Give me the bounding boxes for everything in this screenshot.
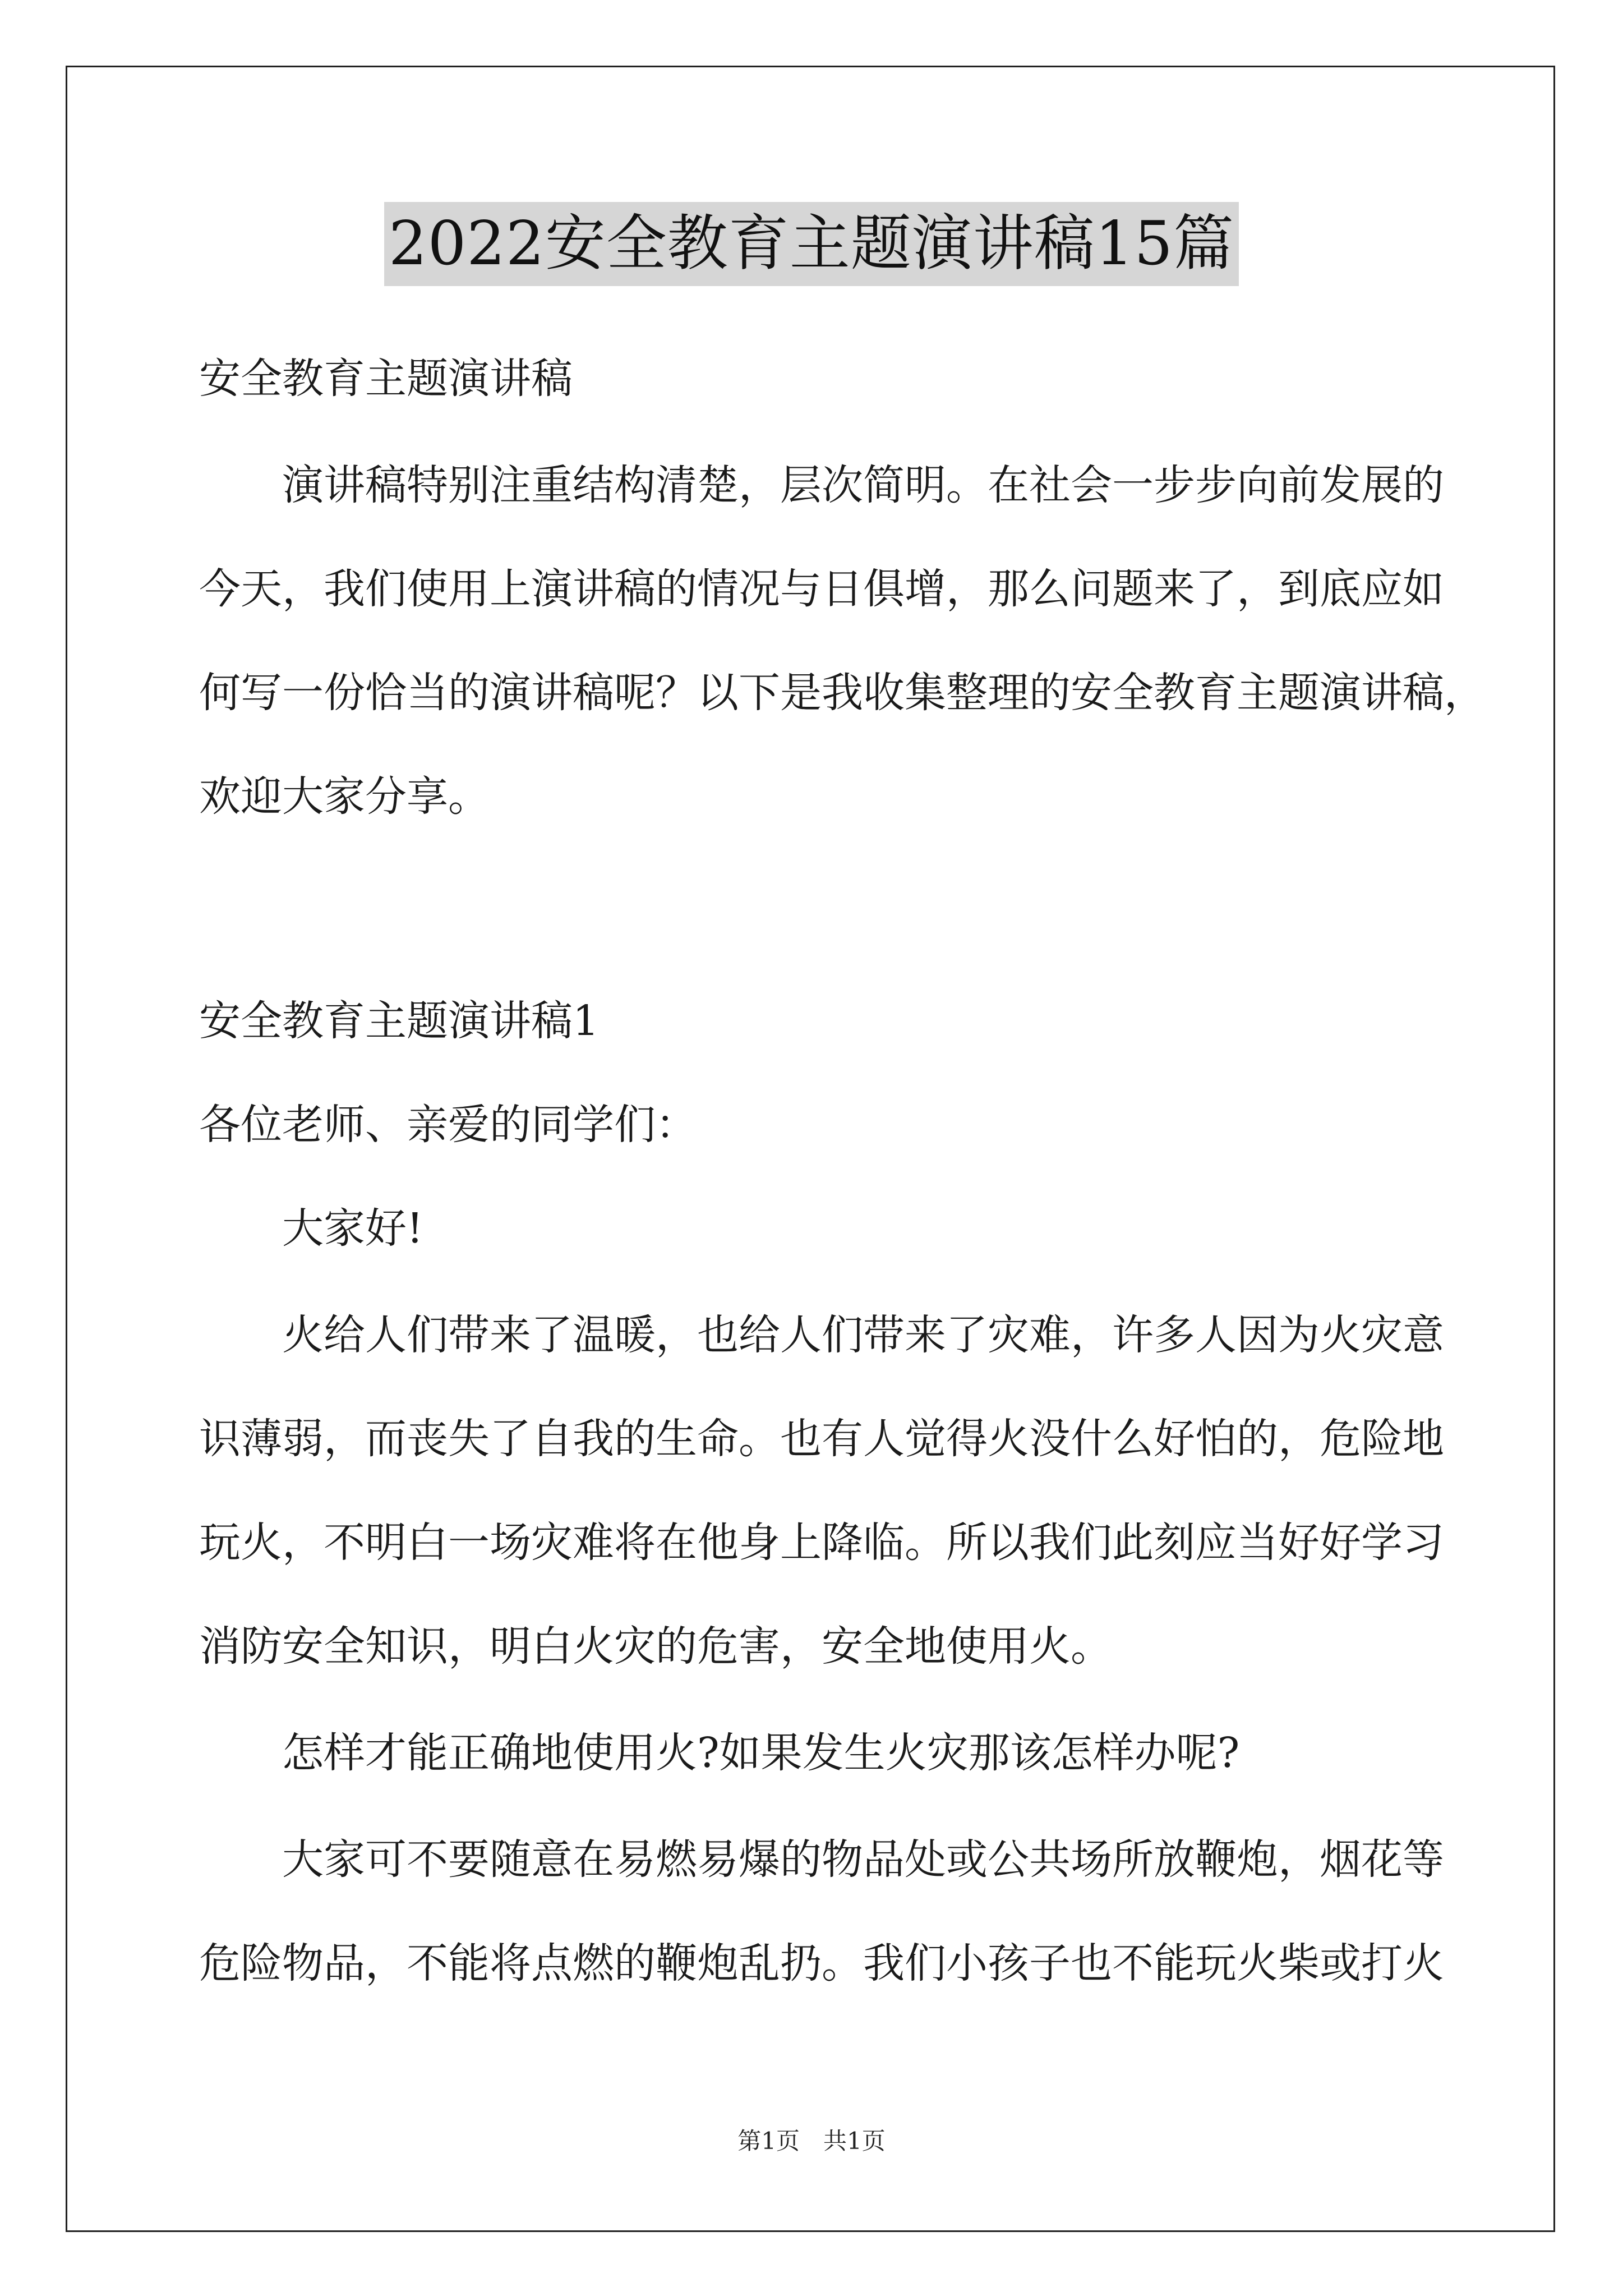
paragraph-line: 玩火，不明白一场灾难将在他身上降临。所以我们此刻应当好好学习 bbox=[199, 1519, 1444, 1567]
paragraph-line: 今天，我们使用上演讲稿的情况与日俱增，那么问题来了，到底应如 bbox=[199, 565, 1444, 613]
paragraph-line: 大家可不要随意在易燃易爆的物品处或公共场所放鞭炮，烟花等 bbox=[282, 1835, 1444, 1884]
document-title: 2022安全教育主题演讲稿15篇 bbox=[384, 202, 1239, 286]
paragraph-line: 演讲稿特别注重结构清楚，层次简明。在社会一步步向前发展的 bbox=[282, 461, 1444, 509]
page-footer: 第1页 共1页 bbox=[737, 2127, 886, 2155]
paragraph-line: 危险物品，不能将点燃的鞭炮乱扔。我们小孩子也不能玩火柴或打火 bbox=[199, 1939, 1444, 1987]
title-container bbox=[0, 202, 1623, 286]
salutation-line: 各位老师、亲爱的同学们： bbox=[199, 1101, 697, 1149]
paragraph-line: 火给人们带来了温暖，也给人们带来了灾难，许多人因为火灾意 bbox=[282, 1311, 1444, 1359]
greeting-line: 大家好! bbox=[282, 1204, 423, 1253]
section-heading: 安全教育主题演讲稿1 bbox=[199, 997, 600, 1045]
paragraph-line: 何写一份恰当的演讲稿呢？以下是我收集整理的安全教育主题演讲稿， bbox=[199, 669, 1486, 717]
paragraph-line: 消防安全知识，明白火灾的危害，安全地使用火。 bbox=[199, 1622, 1112, 1671]
section-heading: 安全教育主题演讲稿 bbox=[199, 355, 573, 403]
paragraph-line: 欢迎大家分享。 bbox=[199, 772, 490, 821]
paragraph-line: 怎样才能正确地使用火?如果发生火灾那该怎样办呢? bbox=[282, 1729, 1240, 1777]
paragraph-line: 识薄弱，而丧失了自我的生命。也有人觉得火没什么好怕的，危险地 bbox=[199, 1415, 1444, 1463]
